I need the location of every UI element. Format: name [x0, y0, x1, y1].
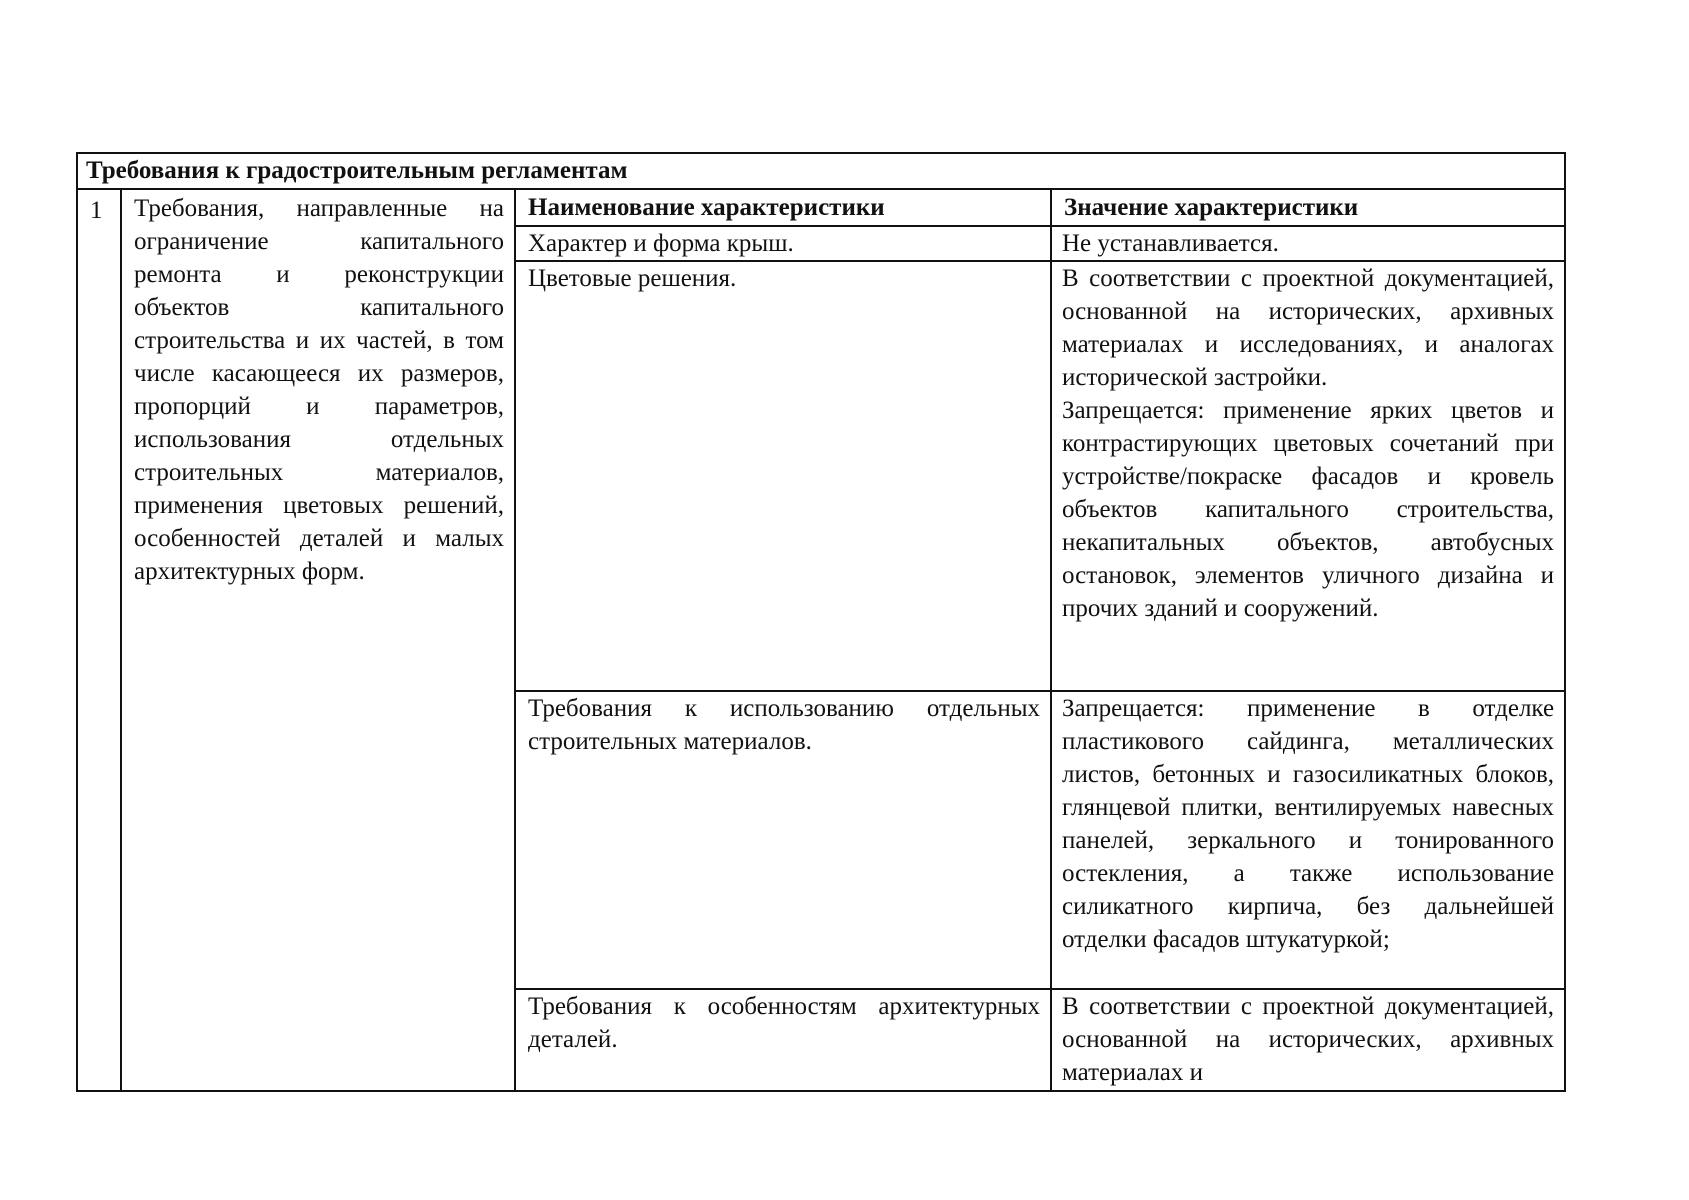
table-title: Требования к градостроительным регламентам: [77, 153, 1565, 189]
characteristic-name: Цветовые решения.: [515, 261, 1051, 691]
header-characteristic-name: Наименование характеристики: [515, 189, 1051, 226]
value-paragraph: Запрещается: применение ярких цветов и контрастирующих цветовых сочетаний при устройстве/покраске фасадов и кровель объектов капитального строительства, некапитальных объектов, автобусных остановок, элементов уличного дизайна и прочих зданий и сооружений.: [1062, 397, 1555, 622]
header-characteristic-value: Значение характеристики: [1051, 189, 1565, 226]
value-paragraph: В соответствии с проектной документацией, основанной на исторических, архивных материалах и: [1062, 993, 1555, 1086]
header-row: [77, 189, 1565, 226]
value-paragraph: Запрещается: применение в отделке пластикового сайдинга, металлических листов, бетонных и газосиликатных блоков, глянцевой плитки, вентилируемых навесных панелей, зеркального и тонированного остекления, а также использование силикатного кирпича, без дальнейшей отделки фасадов штукатуркой;: [1062, 695, 1555, 953]
requirement-description: Требования, направленные на ограничение капитального ремонта и реконструкции объектов капитального строительства и их частей, в том числе касающееся их размеров, пропорций и параметров, использования отдельных строительных материалов, применения цветовых решений, особенностей деталей и малых архитектурных форм.: [121, 189, 515, 1091]
characteristic-name: Требования к особенностям архитектурных деталей.: [515, 989, 1051, 1091]
characteristic-name: Характер и форма крыш.: [515, 226, 1051, 261]
characteristic-value: [1051, 691, 1565, 989]
table-title-row: [77, 153, 1565, 189]
characteristic-value: [1051, 226, 1565, 261]
characteristic-name: Требования к использованию отдельных строительных материалов.: [515, 691, 1051, 989]
characteristic-value: [1051, 261, 1565, 691]
characteristic-value: [1051, 989, 1565, 1091]
value-paragraph: Не устанавливается.: [1062, 230, 1279, 257]
row-number: 1: [77, 189, 121, 1091]
value-paragraph: В соответствии с проектной документацией, основанной на исторических, архивных материалах и исследованиях, и аналогах исторической застройки.: [1062, 265, 1555, 391]
regulations-table: [76, 152, 1566, 1092]
